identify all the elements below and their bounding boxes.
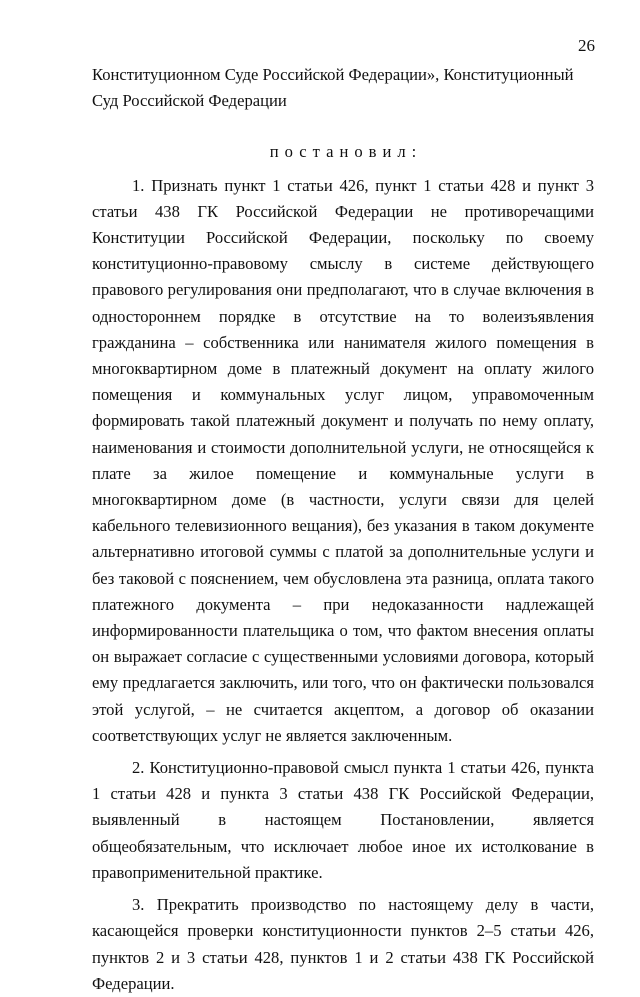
resolution-item-2: 2. Конституционно-правовой смысл пункта 1 статьи 426, пункта 1 статьи 428 и пункта 3 статьи 438 ГК Российской Федерации, выявленный в настоящем Постановлении, является общеобязательным, что исключает любое иное их истолкование в правоприменительной практике.	[92, 758, 594, 882]
resolution-item-1: 1. Признать пункт 1 статьи 426, пункт 1 статьи 428 и пункт 3 статьи 438 ГК Российской Федерации не противоречащими Конституции Российской Федерации, поскольку по своему конституционно-правовому смыслу в системе действующего правового регулирования они предполагают, что в случае включения в одностороннем порядке в отсутствие на то волеизъявления гражданина – собственника или нанимателя жилого помещения в многоквартирном доме в платежный документ на оплату жилого помещения и коммунальных услуг лицом, управомоченным формировать такой платежный документ и получать по нему оплату, наименования и стоимости дополнительной услуги, не относящейся к плате за жилое помещение и коммунальные услуги в многоквартирном доме (в частности, услуги связи для целей кабельного телевизионного вещания), без указания в таком документе альтернативно итоговой суммы с платой за дополнительные услуги и без таковой с пояснением, чем обусловлена эта разница, оплата такого платежного документа – при недоказанности надлежащей информированности плательщика о том, что фактом внесения оплаты он выражает согласие с существенными условиями договора, который ему предлагается заключить, или того, что он фактически пользовался этой услугой, – не считается акцептом, а договор об оказании соответствующих услуг не является заключенным.	[92, 175, 594, 745]
resolution-heading: постановил:	[269, 142, 423, 162]
document-body	[92, 62, 594, 997]
resolution-item-3: 3. Прекратить производство по настоящему делу в части, касающейся проверки конституционности пунктов 2–5 статьи 426, пунктов 2 и 3 статьи 428, пунктов 1 и 2 статьи 438 ГК Российской Федерации.	[92, 895, 594, 993]
intro-paragraph: Конституционном Суде Российской Федерации», Конституционный Суд Российской Федерации	[92, 65, 574, 111]
page-number: 26	[578, 36, 595, 55]
